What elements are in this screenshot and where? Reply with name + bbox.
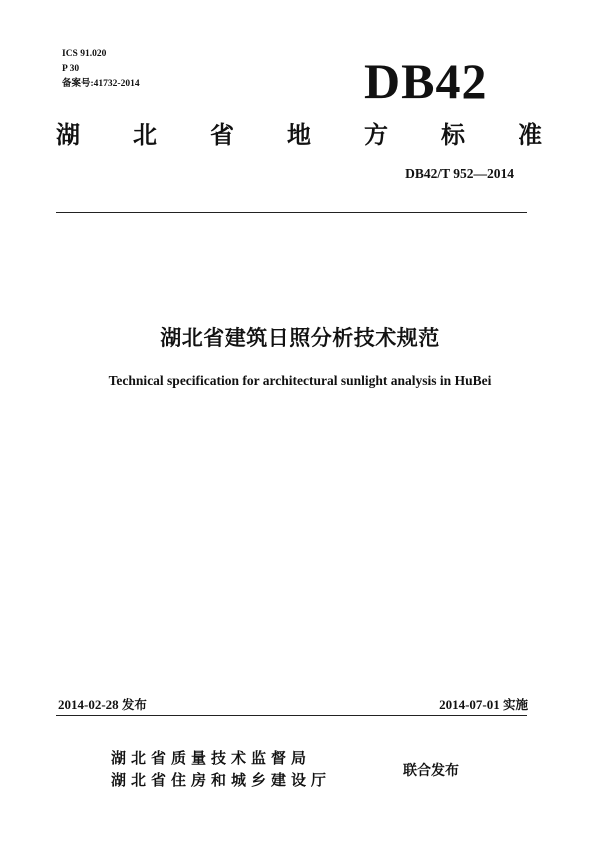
standard-type-char: 地 bbox=[287, 121, 311, 149]
effective-date-value: 2014-07-01 bbox=[439, 697, 500, 712]
standard-type-char: 北 bbox=[133, 121, 157, 149]
issue-date-value: 2014-02-28 bbox=[58, 697, 119, 712]
issuer-quality-bureau: 湖北省质量技术监督局 bbox=[111, 749, 312, 767]
joint-issue-label: 联合发布 bbox=[403, 763, 459, 779]
bottom-divider bbox=[56, 715, 527, 716]
standard-number: DB42/T 952—2014 bbox=[405, 166, 514, 181]
issue-date bbox=[58, 696, 147, 714]
issue-date-label: 发布 bbox=[121, 697, 147, 712]
ics-code: ICS 91.020 bbox=[62, 49, 107, 59]
standard-type-char: 标 bbox=[441, 121, 465, 149]
issuer-housing-department: 湖北省住房和城乡建设厅 bbox=[111, 771, 332, 789]
title-english: Technical specification for architectural sunlight analysis in HuBei bbox=[108, 373, 492, 388]
db-code: DB42 bbox=[364, 53, 488, 109]
top-divider bbox=[56, 212, 527, 213]
standard-type-char: 省 bbox=[210, 121, 234, 149]
category-code: P 30 bbox=[62, 64, 80, 74]
title-chinese: 湖北省建筑日照分析技术规范 bbox=[160, 326, 440, 350]
standard-type bbox=[56, 118, 542, 152]
standard-type-char: 湖 bbox=[56, 121, 80, 149]
effective-date bbox=[439, 696, 528, 714]
standard-type-char: 准 bbox=[518, 121, 542, 149]
effective-date-label: 实施 bbox=[502, 697, 528, 712]
standard-type-char: 方 bbox=[364, 121, 388, 149]
record-number: 备案号:41732-2014 bbox=[62, 79, 140, 89]
